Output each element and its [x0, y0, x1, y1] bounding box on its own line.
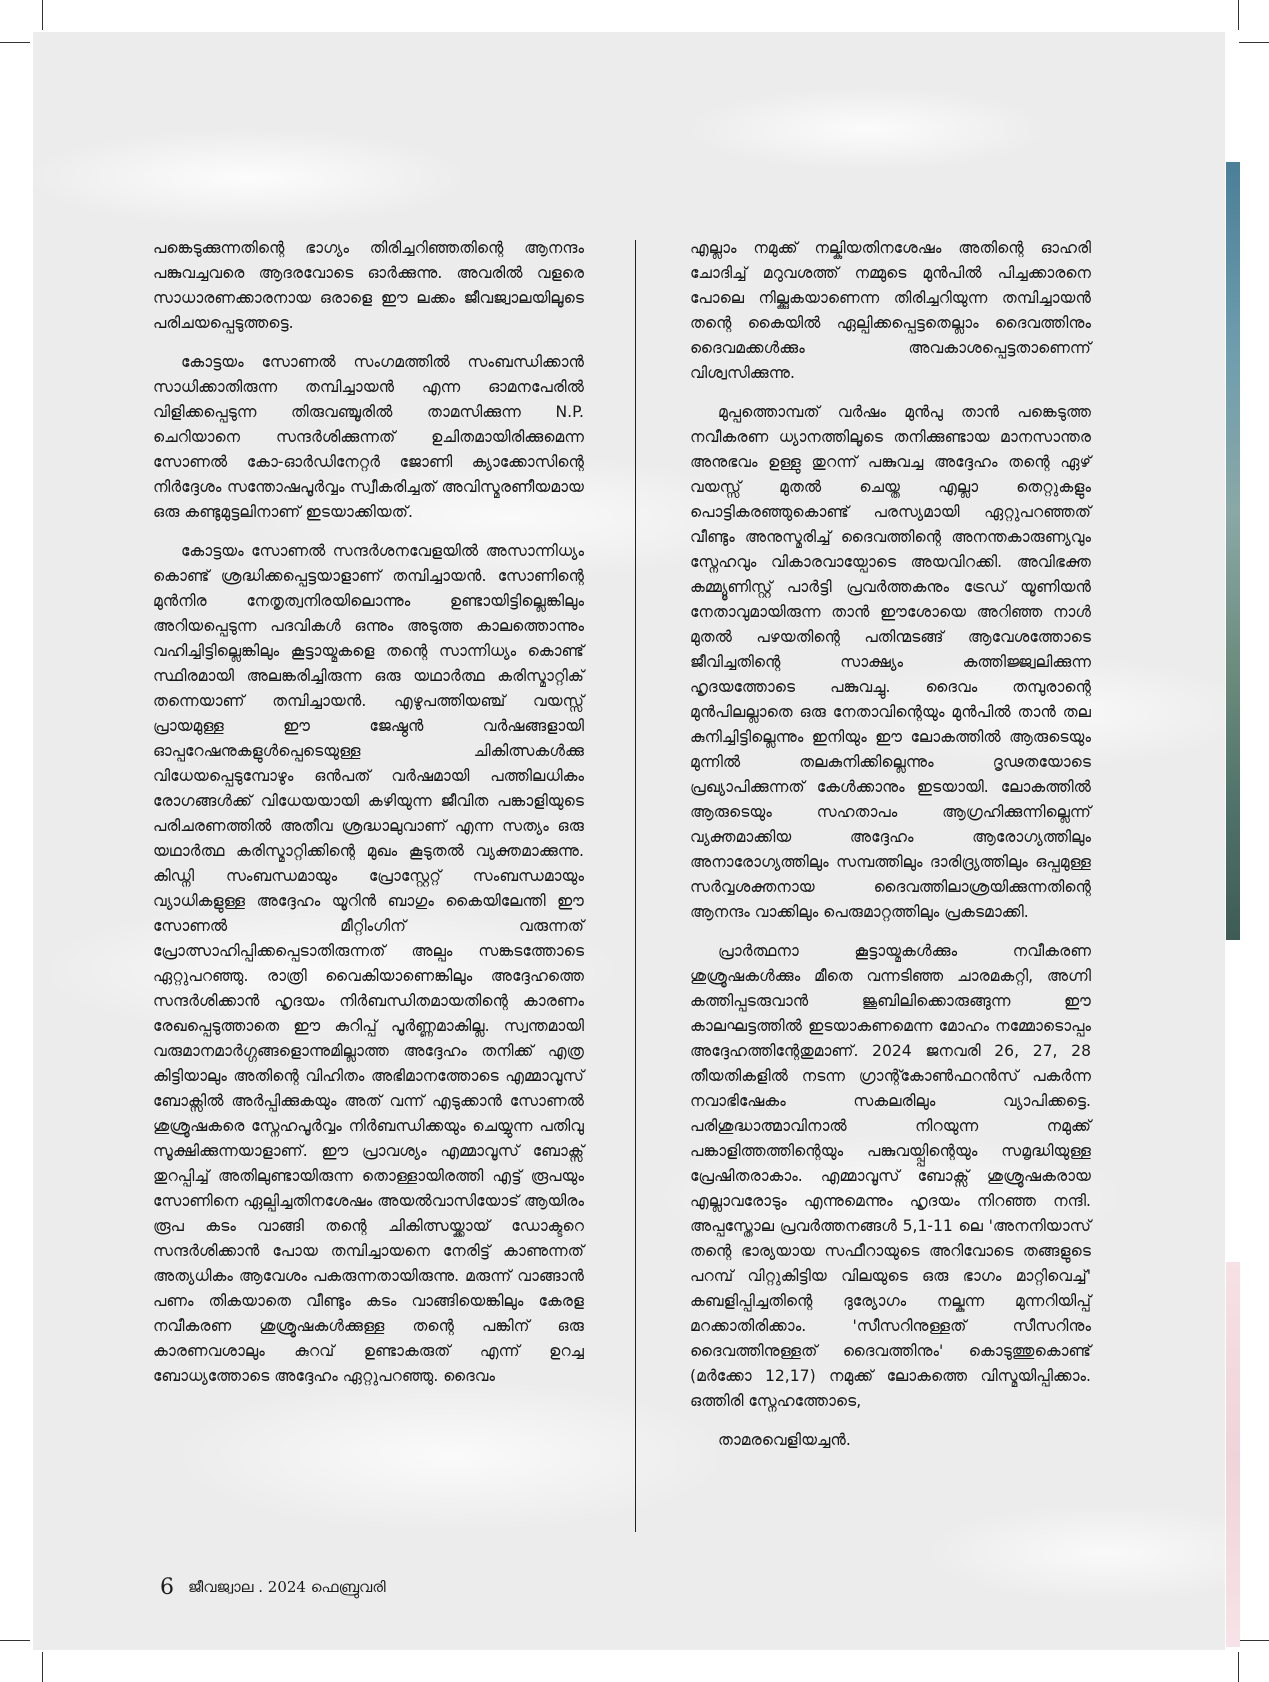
page-footer	[160, 1572, 386, 1602]
facing-page-pink-edge	[1226, 1262, 1240, 1647]
crop-mark-bottom-left-v	[42, 1652, 43, 1682]
paragraph: കോട്ടയം സോണൽ സന്ദർശനവേളയിൽ അസാന്നിധ്യം കൊണ്ട് ശ്രദ്ധിക്കപ്പെട്ടയാളാണ് തമ്പിച്ചായൻ. സോണിന്റെ മുൻനിര നേതൃത്വനിരയിലൊന്നും ഉണ്ടായിട്ടില്ലെങ്കിലും അറിയപ്പെടുന്ന പദവികൾ ഒന്നും അടുത്ത കാലത്തൊന്നും വഹിച്ചിട്ടില്ലെങ്കിലും കൂട്ടായ്മകളെ തന്റെ സാന്നിധ്യം കൊണ്ട് സ്ഥിരമായി അലങ്കരിച്ചിരുന്ന ഒരു യഥാർത്ഥ കരിസ്മാറ്റിക് തന്നെയാണ് തമ്പിച്ചായൻ. എഴുപത്തിയഞ്ച് വയസ്സ് പ്രായമുള്ള ഈ ജേഷ്ഠൻ വർഷങ്ങളായി ഓപ്പറേഷനുകളുൾപ്പെടെയുള്ള ചികിത്സകൾക്കു വിധേയപ്പെടുമ്പോഴും ഒൻപത് വർഷമായി പത്തിലധികം രോഗങ്ങൾക്ക് വിധേയയായി കഴിയുന്ന ജീവിത പങ്കാളിയുടെ പരിചരണത്തിൽ അതീവ ശ്രദ്ധാലുവാണ് എന്ന സത്യം ഒരു യഥാർത്ഥ കരിസ്മാറ്റിക്കിന്റെ മുഖം കൂടുതൽ വ്യക്തമാക്കുന്നു. കിഡ്നി സംബന്ധമായും പ്രോസ്റ്റേറ്റ് സംബന്ധമായും വ്യാധികളുള്ള അദ്ദേഹം യൂറിൻ ബാഗും കൈയിലേന്തി ഈ സോണൽ മീറ്റിംഗിന് വരുന്നത് പ്രോത്സാഹിപ്പിക്കപ്പെടാതിരുന്നത് അല്പം സങ്കടത്തോടെ ഏറ്റുപറഞ്ഞു. രാത്രി വൈകിയാണെങ്കിലും അദ്ദേഹത്തെ സന്ദർശിക്കാൻ ഹൃദയം നിർബന്ധിതമായതിന്റെ കാരണം രേഖപ്പെടുത്താതെ ഈ കുറിപ്പ് പൂർണ്ണമാകില്ല. സ്വന്തമായി വരുമാനമാർഗ്ഗങ്ങളൊന്നുമില്ലാത്ത അദ്ദേഹം തനിക്ക് എത്ര കിട്ടിയാലും അതിന്റെ വിഹിതം അഭിമാനത്തോടെ എമ്മാവൂസ് ബോക്സിൽ അർപ്പിക്കുകയും അത് വന്ന് എടുക്കാൻ സോണൽ ശുശ്രൂഷകരെ സ്നേഹപൂർവ്വം നിർബന്ധിക്കയും ചെയ്യുന്ന പതിവു സൂക്ഷിക്കുന്നയാളാണ്. ഈ പ്രാവശ്യം എമ്മാവൂസ് ബോക്സ് തുറപ്പിച്ച് അതിലുണ്ടായിരുന്ന തൊള്ളായിരത്തി എട്ട് രൂപയും സോണിനെ ഏല്പിച്ചതിനശേഷം അയൽവാസിയോട് ആയിരം രൂപ കടം വാങ്ങി തന്റെ ചികിത്സയ്ക്കായ് ഡോക്ടറെ സന്ദർശിക്കാൻ പോയ തമ്പിച്ചായനെ നേരിട്ട് കാണുന്നത് അത്യധികം ആവേശം പകരുന്നതായിരുന്നു. മരുന്ന് വാങ്ങാൻ പണം തികയാതെ വീണ്ടും കടം വാങ്ങിയെങ്കിലും കേരള നവീകരണ ശുശ്രൂഷകൾക്കുള്ള തന്റെ പങ്കിന് ഒരു കാരണവശാലും കുറവ് ഉണ്ടാകരുത് എന്ന് ഉറച്ച ബോധ്യത്തോടെ അദ്ദേഹം ഏറ്റുപറഞ്ഞു. ദൈവം	[153, 542, 584, 1385]
right-text-column	[690, 236, 1091, 1467]
left-text-column	[153, 236, 584, 1403]
column-divider	[635, 240, 636, 1532]
page-number: 6	[160, 1574, 174, 1600]
paragraph: മുപ്പത്തൊമ്പത് വർഷം മുൻപു താൻ പങ്കെടുത്ത നവീകരണ ധ്യാനത്തിലൂടെ തനിക്കുണ്ടായ മാനസാന്തര അനുഭവം ഉള്ളു തുറന്ന് പങ്കുവച്ച അദ്ദേഹം തന്റെ ഏഴ് വയസ്സ് മുതൽ ചെയ്ത എല്ലാ തെറ്റുകളും പൊട്ടികരഞ്ഞുകൊണ്ട് പരസ്യമായി ഏറ്റുപറഞ്ഞത് വീണ്ടും അനുസ്മരിച്ച് ദൈവത്തിന്റെ അനന്തകാരുണ്യവും സ്നേഹവും വികാരവായ്പോടെ അയവിറക്കി. അവിഭക്ത കമ്മ്യൂണിസ്റ്റ് പാർട്ടി പ്രവർത്തകനും ട്രേഡ് യൂണിയൻ നേതാവുമായിരുന്ന താൻ ഈശോയെ അറിഞ്ഞ നാൾ മുതൽ പഴയതിന്റെ പതിന്മടങ്ങ് ആവേശത്തോടെ ജീവിച്ചതിന്റെ സാക്ഷ്യം കത്തിജ്ജ്വലിക്കുന്ന ഹൃദയത്തോടെ പങ്കുവച്ചു. ദൈവം തമ്പുരാന്റെ മുൻപിലല്ലാതെ ഒരു നേതാവിന്റെയും മുൻപിൽ താൻ തല കുനിച്ചിട്ടില്ലെന്നും ഇനിയും ഈ ലോകത്തിൽ ആരുടെയും മുന്നിൽ തലകുനിക്കില്ലെന്നും ദൃഢതയോടെ പ്രഖ്യാപിക്കുന്നത് കേൾക്കാനും ഇടയായി. ലോകത്തിൽ ആരുടെയും സഹതാപം ആഗ്രഹിക്കുന്നില്ലെന്ന് വ്യക്തമാക്കിയ അദ്ദേഹം ആരോഗ്യത്തിലും അനാരോഗ്യത്തിലും സമ്പത്തിലും ദാരിദ്ര്യത്തിലും ഒപ്പമുള്ള സർവ്വശക്തനായ ദൈവത്തിലാശ്രയിക്കുന്നതിന്റെ ആനന്ദം വാക്കിലും പെരുമാറ്റത്തിലും പ്രകടമാക്കി.	[690, 403, 1092, 921]
crop-mark-top-left-v	[42, 0, 43, 30]
crop-mark-bottom-left-h	[0, 1640, 30, 1641]
paragraph: പ്രാർത്ഥനാ കൂട്ടായ്മകൾക്കും നവീകരണ ശുശ്രൂഷകൾക്കും മീതെ വന്നടിഞ്ഞ ചാരമകറ്റി, അഗ്നി കത്തിപ്പടരുവാൻ ജൂബിലിക്കൊരുങ്ങുന്ന ഈ കാലഘട്ടത്തിൽ ഇടയാകണമെന്ന മോഹം നമ്മോടൊപ്പം അദ്ദേഹത്തിന്റേതുമാണ്. 2024 ജനവരി 26, 27, 28 തീയതികളിൽ നടന്ന ഗ്രാന്റ്കോൺഫറൻസ് പകർന്ന നവാഭിഷേകം സകലരിലും വ്യാപിക്കട്ടെ. പരിശുദ്ധാത്മാവിനാൽ നിറയുന്ന നമുക്ക് പങ്കാളിത്തത്തിന്റെയും പങ്കുവയ്പ്പിന്റെയും സമൃദ്ധിയുള്ള പ്രേഷിതരാകാം. എമ്മാവൂസ് ബോക്സ് ശുശ്രൂഷകരായ എല്ലാവരോടും എന്നുമെന്നും ഹൃദയം നിറഞ്ഞ നന്ദി. അപ്പസ്തോല പ്രവർത്തനങ്ങൾ 5,1-11 ലെ 'അനനിയാസ് തന്റെ ഭാര്യയായ സഫീറായുടെ അറിവോടെ തങ്ങളുടെ പറമ്പ് വിറ്റുകിട്ടിയ വിലയുടെ ഒരു ഭാഗം മാറ്റിവെച്ച്' കബളിപ്പിച്ചതിന്റെ ദുര്യോഗം നല്കുന്ന മുന്നറിയിപ്പ് മറക്കാതിരിക്കാം. 'സീസറിനുള്ളത് സീസറിനും ദൈവത്തിനുള്ളത് ദൈവത്തിനും' കൊടുത്തുകൊണ്ട് (മർക്കോ 12,17) നമുക്ക് ലോകത്തെ വിസ്മയിപ്പിക്കാം. ഒത്തിരി സ്നേഹത്തോടെ,	[690, 942, 1091, 1410]
publication-name-date: ജീവജ്വാല . 2024 ഫെബ്രുവരി	[188, 1578, 386, 1596]
crop-mark-bottom-right-v	[1238, 1652, 1239, 1682]
paragraph: എല്ലാം നമുക്ക് നല്കിയതിനശേഷം അതിന്റെ ഓഹരി ചോദിച്ച് മറുവശത്ത് നമ്മുടെ മുൻപിൽ പിച്ചക്കാരനെ പോലെ നില്ക്കുകയാണെന്ന തിരിച്ചറിയുന്ന തമ്പിച്ചായൻ തന്റെ കൈയിൽ ഏല്പിക്കപ്പെട്ടതെല്ലാം ദൈവത്തിനും ദൈവമക്കൾക്കും അവകാശപ്പെട്ടതാണെന്ന് വിശ്വസിക്കുന്നു.	[690, 239, 1091, 382]
crop-mark-top-left-h	[0, 42, 30, 43]
paragraph: പങ്കെടുക്കുന്നതിന്റെ ഭാഗ്യം തിരിച്ചറിഞ്ഞതിന്റെ ആനന്ദം പങ്കുവച്ചവരെ ആദരവോടെ ഓർക്കുന്നു. അവരിൽ വളരെ സാധാരണക്കാരനായ ഒരാളെ ഈ ലക്കം ജീവജ്വാലയിലൂടെ പരിചയപ്പെടുത്തട്ടെ.	[153, 239, 584, 332]
crop-mark-bottom-right-h	[1239, 1640, 1269, 1641]
crop-mark-top-right-v	[1238, 0, 1239, 30]
paragraph: കോട്ടയം സോണൽ സംഗമത്തിൽ സംബന്ധിക്കാൻ സാധിക്കാതിരുന്ന തമ്പിച്ചായൻ എന്ന ഓമനപേരിൽ വിളിക്കപ്പെടുന്ന തിരുവഞ്ചൂരിൽ താമസിക്കുന്ന N.P. ചെറിയാനെ സന്ദർശിക്കുന്നത് ഉചിതമായിരിക്കുമെന്ന സോണൽ കോ-ഓർഡിനേറ്റർ ജോണി ക്യാക്കോസിന്റെ നിർദ്ദേശം സന്തോഷപൂർവ്വം സ്വീകരിച്ചത് അവിസ്മരണീയമായ ഒരു കണ്ടുമുട്ടലിനാണ് ഇടയാക്കിയത്.	[153, 353, 584, 521]
facing-page-photo-edge	[1226, 162, 1240, 940]
crop-mark-top-right-h	[1239, 42, 1269, 43]
signature-line: താമരവെളിയച്ചൻ.	[718, 1431, 851, 1449]
